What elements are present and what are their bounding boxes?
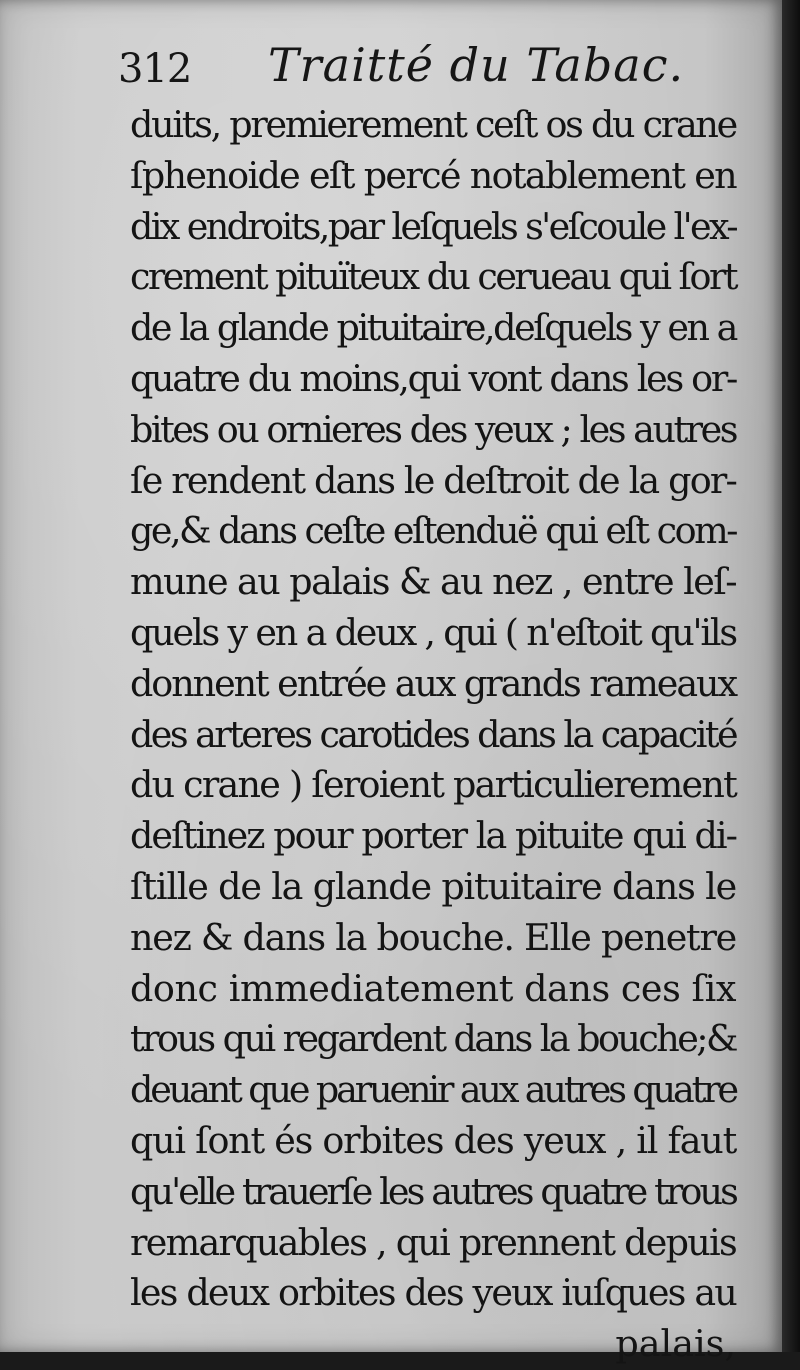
page-header: [118, 38, 738, 98]
text-line: deſtinez pour porter la pituite qui di-: [130, 814, 736, 858]
text-line: les deux orbites des yeux iuſques au: [130, 1271, 736, 1315]
text-line: dix endroits,par leſquels s'eſcoule l'ex-: [130, 204, 736, 248]
page-edge-shadow: [782, 0, 800, 1352]
text-line: crement pituïteux du cerueau qui ſort: [130, 255, 736, 299]
text-line: de la glande pituitaire,deſquels y en a: [130, 306, 736, 350]
text-line: du crane ) ſeroient particulierement: [130, 763, 736, 807]
text-line: donc immediatement dans ces ſix: [130, 966, 736, 1010]
text-line: qu'elle trauerſe les autres quatre trous: [130, 1169, 736, 1213]
text-line: qui ſont és orbites des yeux , il faut: [130, 1118, 736, 1162]
text-line: donnent entrée aux grands rameaux: [130, 661, 736, 705]
text-line: ſe rendent dans le deſtroit de la gor-: [130, 458, 736, 502]
text-line: quels y en a deux , qui ( n'eſtoit qu'ils: [130, 610, 736, 654]
body-text: [130, 100, 736, 1370]
text-line: ſphenoide eſt percé notablement en: [130, 153, 736, 197]
text-line: remarquables , qui prennent depuis: [130, 1220, 736, 1264]
text-line: ge,& dans ceſte eſtenduë qui eſt com-: [130, 509, 736, 553]
text-line-catchword: palais,: [615, 1322, 736, 1366]
text-line: mune au palais & au nez , entre leſ-: [130, 560, 736, 604]
text-line: bites ou ornieres des yeux ; les autres: [130, 407, 737, 451]
text-line: trous qui regardent dans la bouche;&: [130, 1017, 736, 1061]
text-line: ſtille de la glande pituitaire dans le: [130, 864, 736, 908]
text-line: duits, premierement ceſt os du crane: [130, 103, 736, 146]
text-line: deuant que paruenir aux autres quatre: [130, 1068, 736, 1112]
text-line: quatre du moins,qui vont dans les or-: [130, 356, 736, 400]
text-line: des arteres carotides dans la capacité: [130, 712, 736, 756]
text-line: nez & dans la bouche. Elle penetre: [130, 915, 736, 959]
running-title: Traitté du Tabac.: [268, 38, 685, 92]
page-number: 312: [118, 46, 192, 92]
